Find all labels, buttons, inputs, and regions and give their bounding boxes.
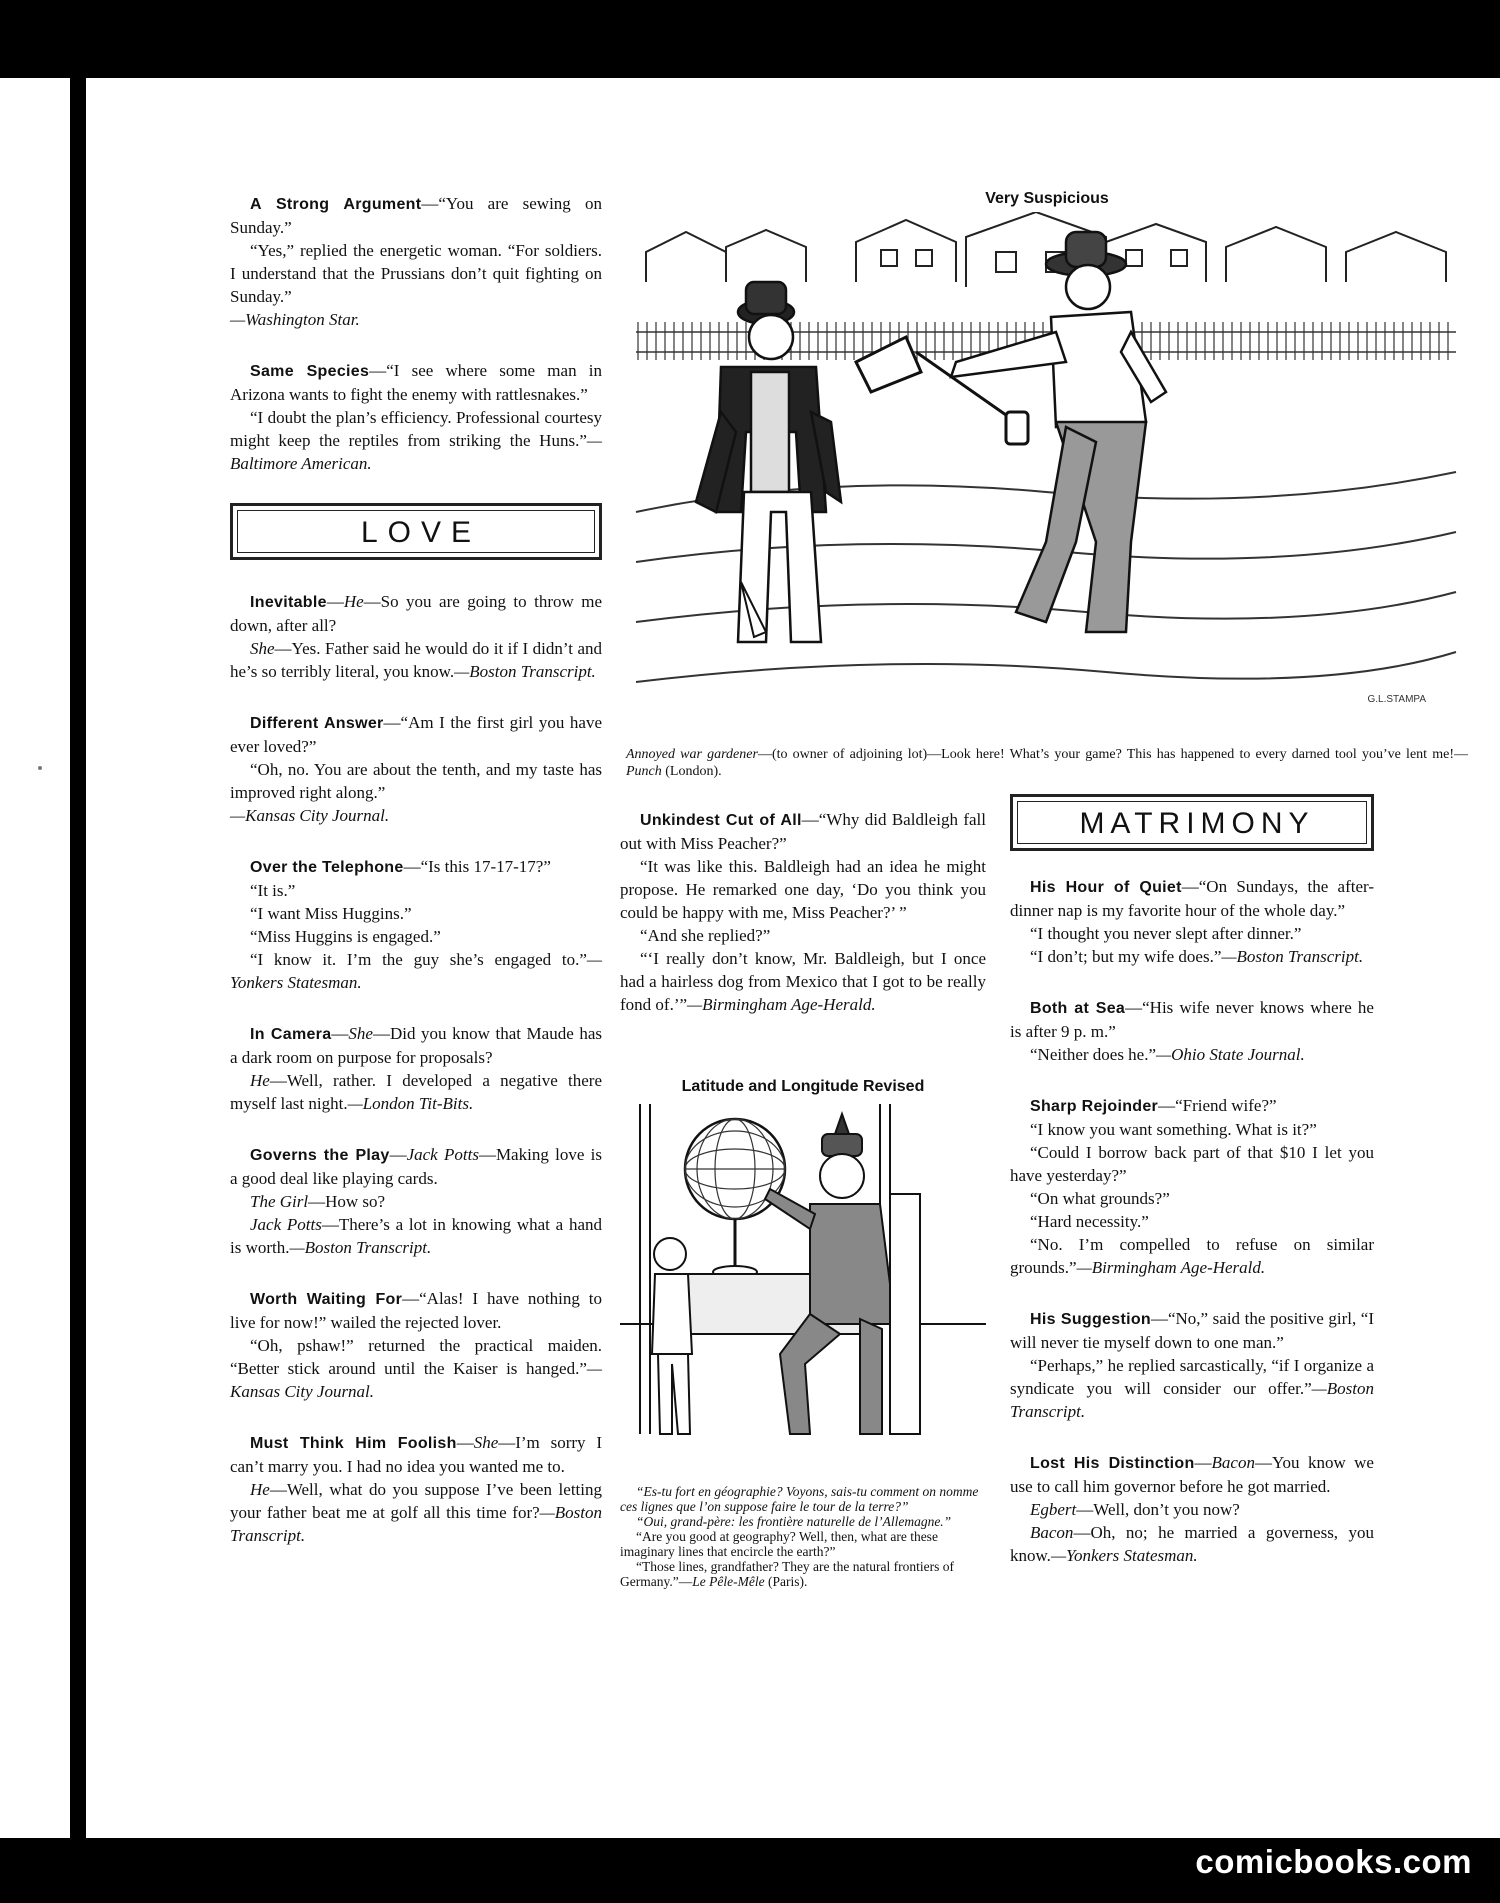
joke-heading: Same Species bbox=[250, 363, 370, 380]
joke-unkindest-cut: Unkindest Cut of All—“Why did Baldleigh fall out with Miss Peacher?” “It was like this. Baldleigh had an idea he might propose. He remarked one day, ‘Do you think you could be happy with me, Miss Peacher?’ ” “And she replied?” “‘I really don’t know, Mr. Baldleigh, but I once had a hairless dog from Mexico that I got to be really fond of.’”—Birmingham Age-Herald. bbox=[620, 810, 986, 1014]
cartoon-title: Latitude and Longitude Revised bbox=[681, 1078, 925, 1095]
joke-must-think-him-foolish: Must Think Him Foolish—She—I’m sorry I can’t marry you. I had no idea you wanted me to. He—Well, what do you suppose I’ve been letting your father beat me at golf all this time for?—Boston Transcript. bbox=[230, 1433, 602, 1545]
left-column bbox=[230, 192, 602, 1575]
cartoon-caption: Annoyed war gardener—(to owner of adjoining lot)—Look here! What’s your game? This has happened to every darned tool you’ve lent me!—Punch (London). bbox=[626, 747, 1468, 779]
joke-source: —Baltimore American. bbox=[230, 431, 602, 473]
joke-different-answer: Different Answer—“Am I the first girl you have ever loved?” “Oh, no. You are about the tenth, and my taste has improved right along.” —Kansas City Journal. bbox=[230, 713, 602, 825]
joke-both-at-sea: Both at Sea—“His wife never knows where he is after 9 p. m.” “Neither does he.”—Ohio State Journal. bbox=[1010, 998, 1374, 1064]
cartoon-title: Very Suspicious bbox=[985, 190, 1109, 207]
joke-same-species: Same Species—“I see where some man in Arizona wants to fight the enemy with rattlesnakes.” “I doubt the plan’s efficiency. Professional courtesy might keep the reptiles from striking the Huns.”—Baltimore American. bbox=[230, 361, 602, 473]
section-title: LOVE bbox=[237, 510, 595, 553]
site-watermark: comicbooks.com bbox=[1195, 1843, 1472, 1880]
matrimony-section-header bbox=[1010, 794, 1374, 851]
cartoon-illustration bbox=[626, 212, 1468, 732]
magazine-page bbox=[86, 78, 1500, 1838]
joke-governs-the-play: Governs the Play—Jack Potts—Making love is a good deal like playing cards. The Girl—How so? Jack Potts—There’s a lot in knowing what a hand is worth.—Boston Transcript. bbox=[230, 1145, 602, 1257]
cartoon-caption: “Es-tu fort en géographie? Voyons, sais-tu comment on nomme ces lignes que l’on suppose faire le tour de la terre?” “Oui, grand-père: les frontière naturelle de l’Allemagne.” “Are you good at geography? Well, then, what are these imaginary lines that encircle the earth?” “Those lines, grandfather? They are the natural frontiers of Germany.”—Le Pêle-Mêle (Paris). bbox=[620, 1484, 979, 1589]
cartoon-illustration bbox=[620, 1104, 986, 1474]
adjacent-page-edge bbox=[0, 78, 70, 1838]
joke-worth-waiting-for: Worth Waiting For—“Alas! I have nothing to live for now!” wailed the rejected lover. “Oh, pshaw!” returned the practical maiden. “Better stick around until the Kaiser is hanged.”—Kansas City Journal. bbox=[230, 1289, 602, 1401]
joke-heading: A Strong Argument bbox=[250, 196, 422, 213]
joke-strong-argument: A Strong Argument—“You are sewing on Sunday.” “Yes,” replied the energetic woman. “For soldiers. I understand that the Prussians don’t quit fighting on Sunday.” —Washington Star. bbox=[230, 194, 602, 329]
cartoon-signature: G.L.STAMPA bbox=[1367, 694, 1426, 705]
cartoon-very-suspicious bbox=[626, 190, 1468, 780]
joke-over-the-telephone: Over the Telephone—“Is this 17-17-17?” “It is.” “I want Miss Huggins.” “Miss Huggins is engaged.” “I know it. I’m the guy she’s engaged to.”—Yonkers Statesman. bbox=[230, 857, 602, 992]
middle-column bbox=[620, 808, 986, 1044]
joke-source: —Washington Star. bbox=[230, 310, 360, 329]
page-speck bbox=[38, 766, 42, 770]
joke-inevitable: Inevitable—He—So you are going to throw me down, after all? She—Yes. Father said he would do it if I didn’t and he’s so terribly literal, you know.—Boston Transcript. bbox=[230, 592, 602, 681]
joke-sharp-rejoinder: Sharp Rejoinder—“Friend wife?” “I know you want something. What is it?” “Could I borrow back part of that $10 I let you have yesterday?” “On what grounds?” “Hard necessity.” “No. I’m compelled to refuse on similar grounds.”—Birmingham Age-Herald. bbox=[1010, 1096, 1374, 1277]
joke-his-suggestion: His Suggestion—“No,” said the positive girl, “I will never tie myself down to one man.” “Perhaps,” he replied sarcastically, “if I organize a syndicate you will consider our offer.”—Boston Transcript. bbox=[1010, 1309, 1375, 1421]
right-column bbox=[1010, 794, 1374, 1595]
joke-lost-his-distinction: Lost His Distinction—Bacon—You know we use to call him governor before he got married. Egbert—Well, don’t you now? Bacon—Oh, no; he married a governess, you know.—Yonkers Statesman. bbox=[1010, 1453, 1374, 1565]
joke-in-camera: In Camera—She—Did you know that Maude has a dark room on purpose for proposals? He—Well, rather. I developed a negative there myself last night.—London Tit-Bits. bbox=[230, 1024, 602, 1113]
joke-his-hour-of-quiet: His Hour of Quiet—“On Sundays, the after-dinner nap is my favorite hour of the whole day.” “I thought you never slept after dinner.” “I don’t; but my wife does.”—Boston Transcript. bbox=[1010, 877, 1374, 966]
love-section-header bbox=[230, 503, 602, 560]
cartoon-latitude-longitude bbox=[620, 1078, 986, 1589]
section-title: MATRIMONY bbox=[1017, 801, 1367, 844]
